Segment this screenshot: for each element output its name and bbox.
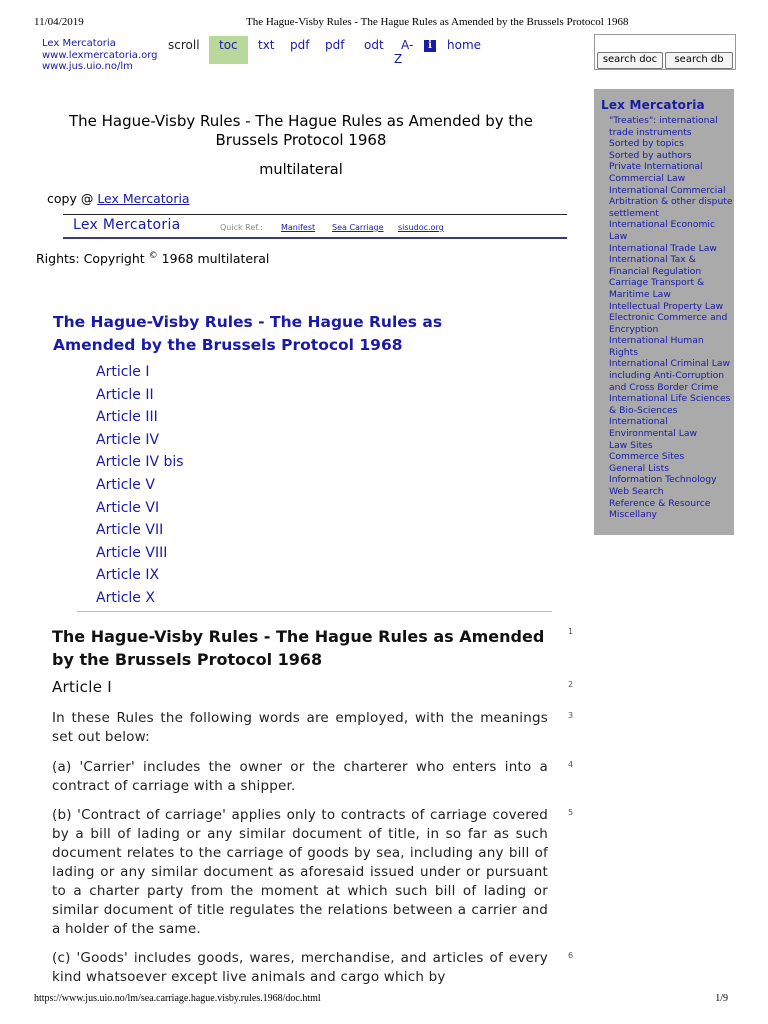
sidebar-item[interactable]: International Trade Law <box>609 242 717 254</box>
sidebar-item[interactable]: Intellectual Property Law <box>609 300 724 312</box>
nav-pdf-2[interactable]: pdf <box>325 38 345 52</box>
paragraph: (a) 'Carrier' includes the owner or the charterer who enters into a contract of carriage with a shipper. <box>52 759 548 794</box>
toc-article-link[interactable]: Article I <box>96 364 150 380</box>
toc-article-link[interactable]: Article IX <box>96 567 160 584</box>
paragraph: (b) 'Contract of carriage' applies only to contracts of carriage covered by a bill of lading or any similar document of title, in so far as such document relates to the carriage of goods by sea, including any bill of lading or any similar document as aforesaid issued under or pursuant to a charter party from the moment at which such bill of lading or similar document of title regulates the relations between a carrier and a holder of the same. <box>52 807 548 937</box>
toc-article-link[interactable]: Article IV <box>96 431 160 448</box>
paragraph-marker: 3 <box>568 711 574 720</box>
article-heading: Article I <box>52 678 113 696</box>
toc-article-link[interactable]: Article X <box>96 589 155 606</box>
brand-block <box>42 38 158 73</box>
paragraph-marker: 1 <box>568 627 574 636</box>
search-doc-button[interactable]: search doc <box>597 52 663 69</box>
paragraph: In these Rules the following words are employed, with the meanings set out below: <box>52 710 548 745</box>
section-title: The Hague-Visby Rules - The Hague Rules as Amended by the Brussels Protocol 1968 <box>52 627 545 669</box>
sidebar-item[interactable]: Sorted by authors <box>609 149 692 161</box>
toc-title[interactable]: The Hague-Visby Rules - The Hague Rules as Amended by the Brussels Protocol 1968 <box>53 313 443 354</box>
paragraph-marker: 4 <box>568 760 574 769</box>
brand-url-primary[interactable]: www.lexmercatoria.org <box>42 49 158 61</box>
nav-az[interactable]: A- <box>401 38 414 52</box>
copy-prefix: copy @ <box>47 191 94 206</box>
sidebar <box>594 89 734 535</box>
print-date: 11/04/2019 <box>34 16 84 28</box>
toc-article-link[interactable]: Article V <box>96 476 155 493</box>
sidebar-title[interactable]: Lex Mercatoria <box>601 98 705 112</box>
quick-ref-bar <box>63 214 567 239</box>
sidebar-item[interactable]: International Environmental Law <box>609 416 698 440</box>
sidebar-item[interactable]: Private International Commercial Law <box>609 161 703 184</box>
sidebar-item[interactable]: Law Sites <box>609 439 653 451</box>
toc-article-link[interactable]: Article IV bis <box>96 454 184 471</box>
nav-home[interactable]: home <box>447 38 482 52</box>
sidebar-item[interactable]: International Economic Law <box>609 219 716 242</box>
nav-scroll[interactable]: scroll <box>168 38 200 52</box>
toc-article-link[interactable]: Article VIII <box>96 544 168 561</box>
sidebar-item[interactable]: Carriage Transport & Maritime Law <box>609 277 705 300</box>
divider <box>77 611 552 612</box>
sidebar-item[interactable]: Miscellany <box>609 509 657 521</box>
print-url: https://www.jus.uio.no/lm/sea.carriage.hague.visby.rules.1968/doc.html <box>34 993 321 1004</box>
quick-ref-sea-carriage[interactable]: Sea Carriage <box>332 223 384 232</box>
paragraph-marker: 6 <box>568 951 574 960</box>
toc-list <box>96 361 184 610</box>
quick-ref-brand[interactable]: Lex Mercatoria <box>73 217 181 233</box>
sidebar-item[interactable]: Information Technology <box>609 474 717 486</box>
copyright-symbol: © <box>148 251 158 261</box>
sidebar-item[interactable]: International Criminal Law including Anti-Corruption and Cross Border Crime <box>609 358 730 393</box>
nav-az-continuation[interactable]: Z <box>394 52 403 66</box>
document-subtitle: multilateral <box>259 162 343 178</box>
document-title: The Hague-Visby Rules - The Hague Rules as Amended by the Brussels Protocol 1968 <box>68 112 534 149</box>
paragraph-marker: 5 <box>568 808 574 817</box>
sidebar-item[interactable]: Electronic Commerce and Encryption <box>609 312 728 335</box>
toc-article-link[interactable]: Article VII <box>96 522 164 539</box>
paragraph: (c) 'Goods' includes goods, wares, merchandise, and articles of every kind whatsoever except live animals and cargo which by <box>52 950 548 985</box>
brand-url-secondary[interactable]: www.jus.uio.no/lm <box>42 61 133 72</box>
copy-link[interactable]: Lex Mercatoria <box>97 191 190 206</box>
sidebar-item[interactable]: General Lists <box>609 462 669 474</box>
rights-suffix: 1968 multilateral <box>161 251 270 267</box>
sidebar-list <box>609 115 734 521</box>
sidebar-item[interactable]: "Treaties": international trade instruments <box>609 115 718 138</box>
copy-line <box>47 191 190 206</box>
print-footer <box>34 993 728 1007</box>
brand-link[interactable]: Lex Mercatoria <box>42 38 116 49</box>
print-title: The Hague-Visby Rules - The Hague Rules as Amended by the Brussels Protocol 1968 <box>246 16 629 28</box>
sidebar-item[interactable]: International Commercial Arbitration & other dispute settlement <box>609 184 733 219</box>
sidebar-item[interactable]: Web Search <box>609 486 664 497</box>
info-icon[interactable]: i <box>424 40 436 52</box>
quick-ref-manifest[interactable]: Manifest <box>281 223 316 232</box>
sidebar-item[interactable]: Commerce Sites <box>609 451 685 463</box>
rights-line <box>36 251 269 266</box>
rights-prefix: Rights: Copyright <box>36 251 145 267</box>
search-panel <box>594 34 736 70</box>
toc-article-link[interactable]: Article II <box>96 386 154 403</box>
search-db-button[interactable]: search db <box>665 52 733 69</box>
sidebar-item[interactable]: International Tax & Financial Regulation <box>609 254 702 277</box>
toc-article-link[interactable]: Article III <box>96 409 158 426</box>
page-number: 1/9 <box>715 993 728 1004</box>
nav-odt[interactable]: odt <box>364 38 384 52</box>
sidebar-item[interactable]: Sorted by topics <box>609 138 684 150</box>
quick-ref-sisudoc[interactable]: sisudoc.org <box>398 223 444 232</box>
nav-toc[interactable]: toc <box>209 36 248 64</box>
toc-article-link[interactable]: Article VI <box>96 499 160 516</box>
sidebar-item[interactable]: Reference & Resource <box>609 497 711 509</box>
nav-txt[interactable]: txt <box>258 38 275 52</box>
paragraph-marker: 2 <box>568 680 574 689</box>
sidebar-item[interactable]: International Human Rights <box>609 335 704 358</box>
nav-pdf-1[interactable]: pdf <box>290 38 310 52</box>
sidebar-item[interactable]: International Life Sciences & Bio-Sciences <box>609 393 731 416</box>
quick-ref-label: Quick Ref.: <box>220 223 263 232</box>
